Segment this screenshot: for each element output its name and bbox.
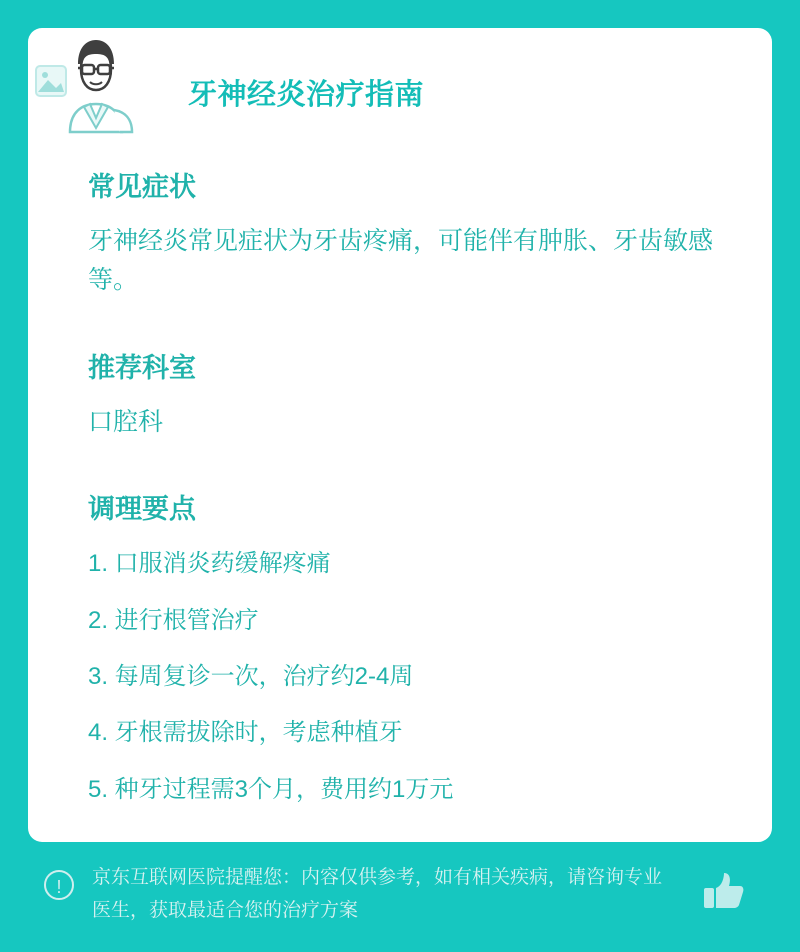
section-heading-care-points: 调理要点 xyxy=(88,494,196,525)
list-item: 3. 每周复诊一次，治疗约2-4周 xyxy=(88,663,414,691)
thumbs-up-icon[interactable] xyxy=(700,868,746,914)
list-item: 1. 口服消炎药缓解疼痛 xyxy=(88,550,331,578)
footer xyxy=(44,862,756,952)
section-heading-department: 推荐科室 xyxy=(88,352,196,383)
info-icon: ! xyxy=(44,870,74,900)
page-title: 牙神经炎治疗指南 xyxy=(188,79,425,111)
care-points-list xyxy=(88,548,738,806)
section-heading-symptoms: 常见症状 xyxy=(88,172,196,202)
section-text-symptoms: 牙神经炎常见症状为牙齿疼痛，可能伴有肿胀、牙齿敏感等。 xyxy=(88,227,714,294)
list-item: 5. 种牙过程需3个月，费用约1万元 xyxy=(88,775,454,803)
content-card xyxy=(28,28,772,842)
list-item: 2. 进行根管治疗 xyxy=(88,606,259,634)
doctor-illustration-icon xyxy=(34,28,154,138)
footer-disclaimer: 京东互联网医院提醒您：内容仅供参考，如有相关疾病，请咨询专业医生，获取最适合您的治疗方案 xyxy=(92,867,663,921)
list-item: 4. 牙根需拔除时，考虑种植牙 xyxy=(88,719,403,747)
section-text-department: 口腔科 xyxy=(88,407,164,436)
